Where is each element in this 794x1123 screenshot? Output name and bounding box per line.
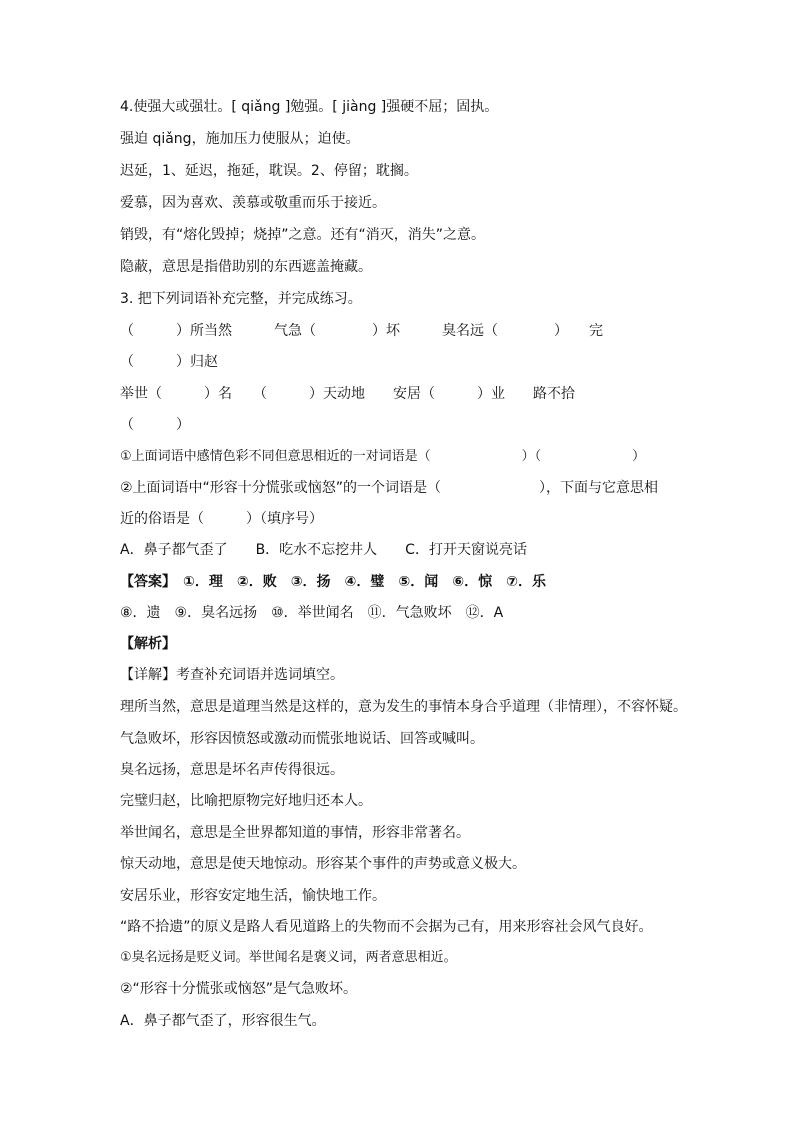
text-line: 理所当然，意思是道理当然是这样的，意为发生的事情本身合乎道理（非情理），不容怀疑。	[120, 699, 687, 715]
text-line: 销毁，有“熔化毁掉；烧掉”之意。还有“消灭，消失”之意。	[120, 227, 486, 243]
text-line: 惊天动地，意思是使天地惊动。形容某个事件的声势或意义极大。	[120, 856, 526, 872]
question-heading: 3. 把下列词语补充完整，并完成练习。	[120, 291, 362, 307]
text-line: 举世闻名，意思是全世界都知道的事情，形容非常著名。	[120, 825, 470, 841]
text-line: 气急败坏，形容因愤怒或激动而慌张地说话、回答或喊叫。	[120, 731, 484, 747]
text-line: 臭名远扬，意思是坏名声传得很远。	[120, 762, 344, 778]
text-line: 爱慕，因为喜欢、羡慕或敬重而乐于接近。	[120, 195, 386, 211]
answer-line: ⑧．遗 ⑨．臭名远扬 ⑩．举世闻名 ⑪．气急败坏 ⑫．A	[120, 605, 504, 621]
text-line: 安居乐业，形容安定地生活，愉快地工作。	[120, 888, 386, 904]
text-line: 隐蔽，意思是指借助别的东西遮盖掩藏。	[120, 259, 372, 275]
text-line: （ ）	[120, 417, 190, 433]
text-line: ②“形容十分慌张或恼怒”是气急败坏。	[120, 981, 358, 997]
text-line: 4.使强大或强壮。[ qiǎng ]勉强。[ jiàng ]强硬不屈；固执。	[120, 99, 499, 115]
text-line: （ ）归赵	[120, 354, 218, 370]
detail-heading: 【详解】考查补充词语并选词填空。	[120, 667, 344, 683]
answer-line: 【答案】 ①．理 ②．败 ③．扬 ④．璧 ⑤．闻 ⑥．惊 ⑦．乐	[120, 574, 546, 590]
text-line: “路不拾遗”的原义是路人看见道路上的失物而不会据为己有，用来形容社会风气良好。	[120, 919, 653, 935]
text-line: 近的俗语是（ ）（填序号）	[120, 511, 323, 527]
options-line: A．鼻子都气歪了 B．吃水不忘挖井人 C．打开天窗说亮话	[120, 542, 527, 558]
text-line: ②上面词语中“形容十分慌张或恼怒”的一个词语是（ ），下面与它意思相	[120, 480, 659, 496]
text-line: A．鼻子都气歪了，形容很生气。	[120, 1013, 326, 1029]
text-line: （ ）所当然 气急（ ）坏 臭名远（ ） 完	[120, 323, 603, 339]
text-line: 举世（ ）名 （ ）天动地 安居（ ）业 路不拾	[120, 386, 575, 402]
text-line: 强迫 qiǎng，施加压力使服从；迫使。	[120, 131, 360, 147]
text-line: 迟延，1、延迟，拖延，耽误。2、停留；耽搁。	[120, 163, 418, 179]
analysis-heading: 【解析】	[120, 636, 176, 652]
text-line: ①臭名远扬是贬义词。举世闻名是褒义词，两者意思相近。	[120, 950, 457, 965]
text-line: 完璧归赵，比喻把原物完好地归还本人。	[120, 793, 372, 809]
text-line: ①上面词语中感情色彩不同但意思相近的一对词语是（ ）（ ）	[120, 449, 646, 464]
